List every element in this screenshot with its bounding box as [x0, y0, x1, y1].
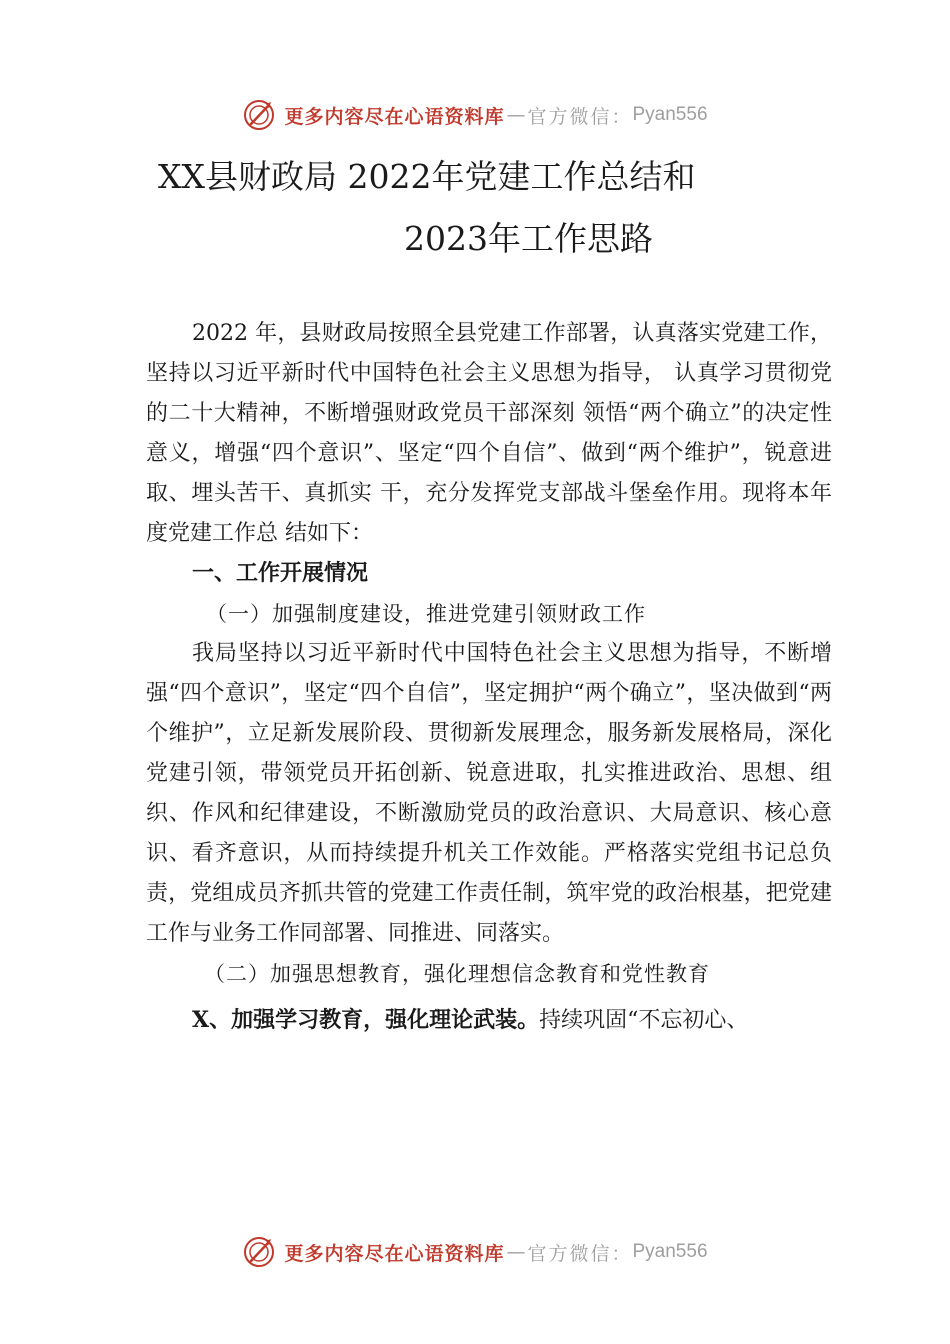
body-paragraph-1: 我局坚持以习近平新时代中国特色社会主义思想为指导，不断增强“四个意识”，坚定“四个自信”，坚定拥护“两个确立”，坚决做到“两个维护”，立足新发展阶段、贯彻新发展理念，服务新发展格局，深化党建引领，带领党员开拓创新、锐意进取，扎实推进政治、思想、组织、作风和纪律建设，不断激励党员的政治意识、大局意识、核心意识、看齐意识，从而持续提升机关工作效能。严格落实党组书记总负责，党组成员齐抓共管的党建工作责任制，筑牢党的政治根基，把党建工作与业务工作同部署、同推进、同落实。: [146, 641, 832, 946]
watermark-dash: —: [506, 104, 526, 126]
header-watermark: [0, 95, 950, 135]
watermark-label: 官方微信：: [527, 1242, 633, 1265]
document-title-line-2: 2023年工作思路: [404, 219, 653, 258]
section-heading-1: 一、工作开展情况: [192, 561, 369, 586]
intro-paragraph: 2022 年，县财政局按照全县党建工作部署，认真落实党建工作，坚持以习近平新时代中国特色社会主义思想为指导， 认真学习贯彻党的二十大精神，不断增强财政党员干部深刻 领悟“两个确立”的决定性意义，增强“四个意识”、坚定“四个自信”、做到“两个维护”，锐意进取、埋头苦干、真抓实 干，充分发挥党支部战斗堡垒作用。现将本年度党建工作总 结如下：: [146, 321, 832, 546]
watermark-wechat-id: Pyan556: [632, 104, 708, 125]
seal-logo-icon: [242, 1235, 276, 1269]
seal-logo-icon: [242, 98, 276, 132]
subsection-heading-2: （二）加强思想教育，强化理想信念教育和党性教育: [204, 962, 710, 986]
document-title-line-1: XX县财政局 2022年党建工作总结和: [158, 157, 696, 196]
footer-watermark: [0, 1232, 950, 1272]
watermark-wechat-id: Pyan556: [632, 1241, 708, 1262]
item-paragraph-1: [146, 1000, 832, 1041]
watermark-brand: 更多内容尽在心语资料库: [284, 1242, 505, 1265]
item-1-text: 持续巩固“不忘初心、: [539, 1008, 749, 1033]
watermark-label: 官方微信：: [527, 105, 633, 128]
item-1-bold-lead: X、加强学习教育，强化理论武装。: [192, 1007, 540, 1033]
subsection-heading-1: （一）加强制度建设，推进党建引领财政工作: [206, 602, 646, 626]
watermark-dash: —: [506, 1241, 526, 1263]
watermark-brand: 更多内容尽在心语资料库: [284, 105, 505, 128]
document-body: [146, 314, 832, 1041]
